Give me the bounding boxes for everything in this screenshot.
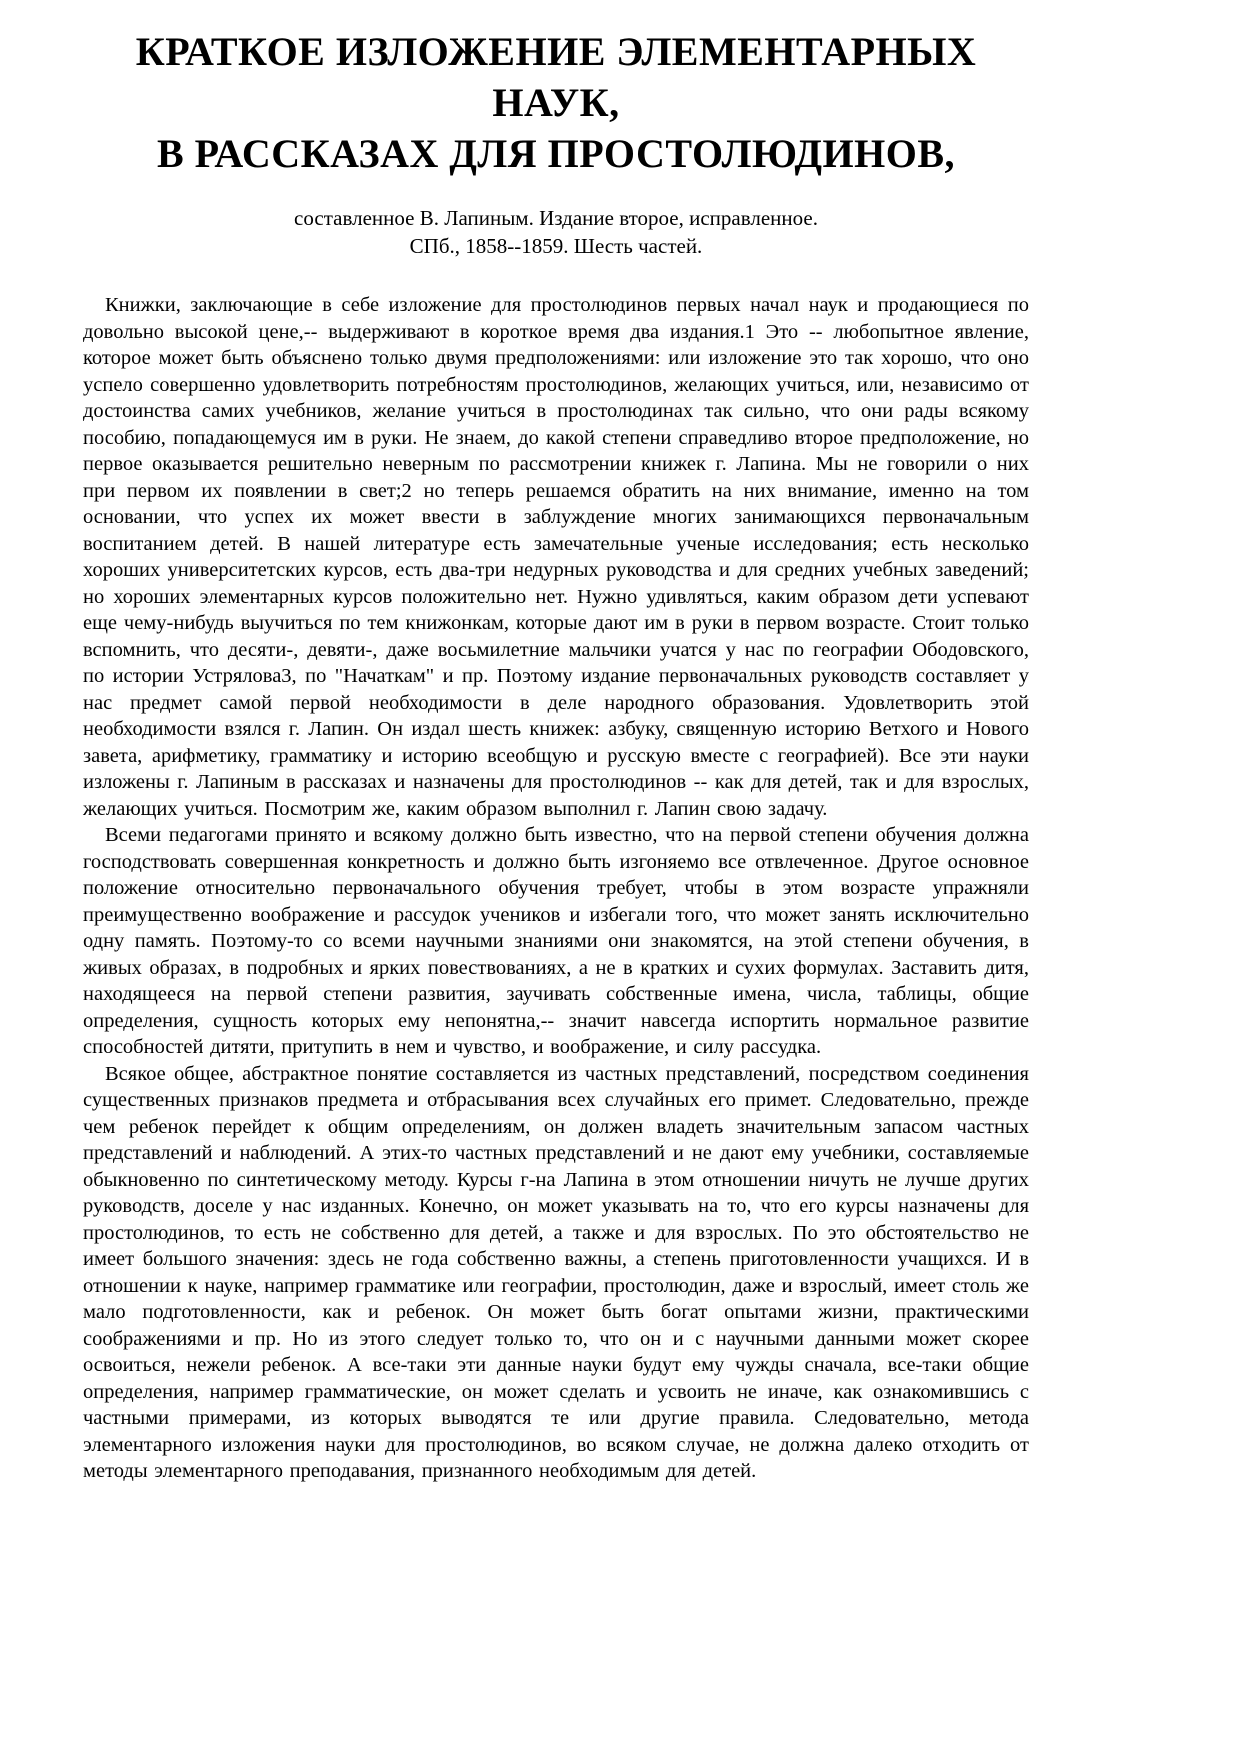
subtitle-imprint-line: СПб., 1858--1859. Шесть частей. [409,233,703,258]
subtitle-author-line: составленное В. Лапиным. Издание второе, исправленное. [294,205,818,230]
page-title-line-1: КРАТКОЕ ИЗЛОЖЕНИЕ ЭЛЕМЕНТАРНЫХ НАУК, [135,29,977,126]
page-subtitle [83,204,1029,261]
page-title-line-2: В РАССКАЗАХ ДЛЯ ПРОСТОЛЮДИНОВ, [156,131,956,177]
paragraph: Всеми педагогами принято и всякому должно быть известно, что на первой степени обучения должна господствовать совершенная конкретность и должно быть изгоняемо все отвлеченное. Другое основное положение относительно первоначального обучения требует, чтобы в этом возрасте упражняли преимущественно воображение и рассудок учеников и избегали того, что может занять исключительно одну память. Поэтому-то со всеми научными знаниями они знакомятся, на этой степени обучения, в живых образах, в подробных и ярких повествованиях, а не в кратких и сухих формулах. Заставить дитя, находящееся на первой степени развития, заучивать собственные имена, числа, таблицы, общие определения, сущность которых ему непонятна,-- значит навсегда испортить нормальное развитие способностей дитяти, притупить в нем и чувство, и воображение, и силу рассудка. [83,824,1029,1059]
paragraph: Всякое общее, абстрактное понятие составляется из частных представлений, посредством соединения существенных признаков предмета и отбрасывания всех случайных его примет. Следовательно, прежде чем ребенок перейдет к общим определениям, он должен владеть значительным запасом частных представлений и наблюдений. А этих-то частных представлений и не дают ему учебники, составляемые обыкновенно по синтетическому методу. Курсы г-на Лапина в этом отношении ничуть не лучше других руководств, доселе у нас изданных. Конечно, он может указывать на то, что его курсы назначены для простолюдинов, то есть не собственно для детей, а также и для взрослых. По это обстоятельство не имеет большого значения: здесь не года собственно важны, а степень приготовленности учащихся. И в отношении к науке, например грамматике или географии, простолюдин, даже и взрослый, имеет столь же мало подготовленности, как и ребенок. Он может быть богат опытами жизни, практическими соображениями и пр. Но из этого следует только то, что он и с научными данными может скорее освоиться, нежели ребенок. А все-таки эти данные науки будут ему чужды сначала, все-таки общие определения, например грамматические, он может сделать и усвоить не иначе, как ознакомившись с частными примерами, из которых выводятся те или другие правила. Следовательно, метода элементарного изложения науки для простолюдинов, во всяком случае, не должна далеко отходить от методы элементарного преподавания, признанного необходимым для детей. [83,1062,1029,1483]
paragraph: Книжки, заключающие в себе изложение для простолюдинов первых начал наук и продающиеся по довольно высокой цене,-- выдерживают в короткое время два издания.1 Это -- любопытное явление, которое может быть объяснено только двумя предположениями: или изложение это так хорошо, что оно успело совершенно удовлетворить потребностям простолюдинов, желающих учиться, или, независимо от достоинства самих учебников, желание учиться в простолюдинах так сильно, что они рады всякому пособию, попадающемуся им в руки. Не знаем, до какой степени справедливо второе предположение, но первое оказывается решительно неверным по рассмотрении книжек г. Лапина. Мы не говорили о них при первом их появлении в свет;2 но теперь решаемся обратить на них внимание, именно на том основании, что успех их может ввести в заблуждение многих занимающихся первоначальным воспитанием детей. В нашей литературе есть замечательные ученые исследования; есть несколько хороших университетских курсов, есть два-три недурных руководства и для средних учебных заведений; но хороших элементарных курсов положительно нет. Нужно удивляться, каким образом дети успевают еще чему-нибудь выучиться по тем книжонкам, которые дают им в руки в первом возрасте. Стоит только вспомнить, что десяти-, девяти-, даже восьмилетние мальчики учатся у нас по географии Ободовского, по истории Устрялова3, по "Начаткам" и пр. Поэтому издание первоначальных руководств составляет у нас предмет самой первой необходимости в деле народного образования. Удовлетворить этой необходимости взялся г. Лапин. Он издал шесть книжек: азбуку, священную историю Ветхого и Нового завета, арифметику, грамматику и историю всеобщую и русскую вместе с географией). Все эти науки изложены г. Лапиным в рассказах и назначены для простолюдинов -- как для детей, так и для взрослых, желающих учиться. Посмотрим же, каким образом выполнил г. Лапин свою задачу. [83,294,1029,820]
document-content [83,26,1029,1485]
page-title [83,26,1029,180]
document-body [83,292,1029,1485]
